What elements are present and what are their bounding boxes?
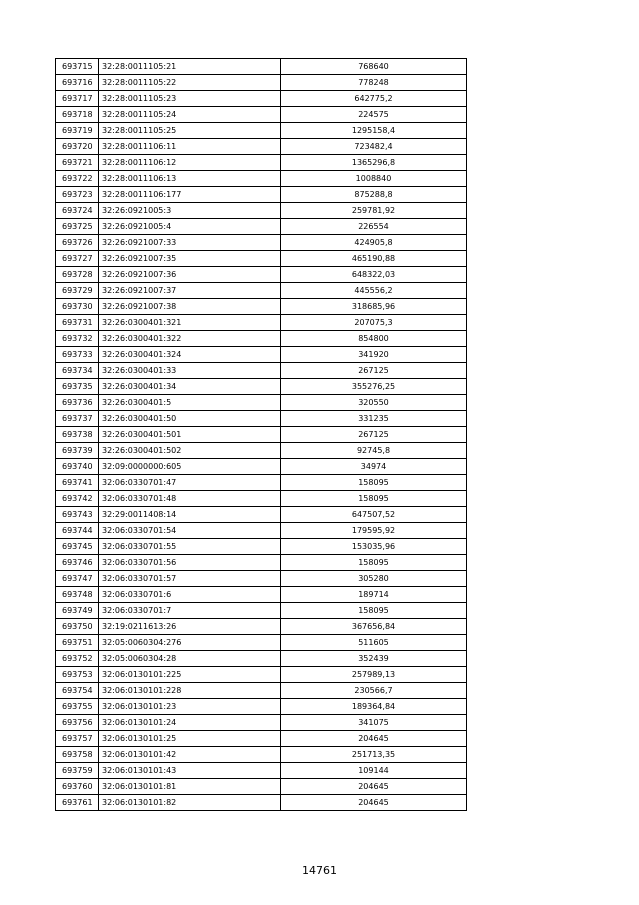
cadastral-number-cell: 32:06:0130101:225 (99, 667, 281, 683)
cadastral-number-cell: 32:06:0330701:48 (99, 491, 281, 507)
row-number-cell: 693716 (56, 75, 99, 91)
table-row (56, 523, 467, 539)
data-table (55, 58, 467, 811)
cadastral-number-cell: 32:28:0011105:23 (99, 91, 281, 107)
table-row (56, 251, 467, 267)
cadastral-number-cell: 32:28:0011106:12 (99, 155, 281, 171)
row-number-cell: 693747 (56, 571, 99, 587)
value-cell: 189714 (281, 587, 467, 603)
table-row (56, 747, 467, 763)
value-cell: 204645 (281, 795, 467, 811)
row-number-cell: 693733 (56, 347, 99, 363)
value-cell: 355276,25 (281, 379, 467, 395)
row-number-cell: 693741 (56, 475, 99, 491)
cadastral-number-cell: 32:26:0300401:33 (99, 363, 281, 379)
row-number-cell: 693743 (56, 507, 99, 523)
table-row (56, 219, 467, 235)
value-cell: 367656,84 (281, 619, 467, 635)
row-number-cell: 693745 (56, 539, 99, 555)
cadastral-number-cell: 32:06:0130101:23 (99, 699, 281, 715)
row-number-cell: 693718 (56, 107, 99, 123)
row-number-cell: 693749 (56, 603, 99, 619)
page-number: 14761 (302, 864, 337, 877)
cadastral-number-cell: 32:26:0921007:38 (99, 299, 281, 315)
table-row (56, 331, 467, 347)
table-row (56, 555, 467, 571)
value-cell: 204645 (281, 779, 467, 795)
row-number-cell: 693753 (56, 667, 99, 683)
row-number-cell: 693719 (56, 123, 99, 139)
row-number-cell: 693737 (56, 411, 99, 427)
row-number-cell: 693734 (56, 363, 99, 379)
value-cell: 158095 (281, 475, 467, 491)
value-cell: 424905,8 (281, 235, 467, 251)
value-cell: 331235 (281, 411, 467, 427)
table-row (56, 619, 467, 635)
value-cell: 445556,2 (281, 283, 467, 299)
cadastral-number-cell: 32:26:0921007:36 (99, 267, 281, 283)
cadastral-number-cell: 32:06:0330701:7 (99, 603, 281, 619)
cadastral-number-cell: 32:06:0130101:43 (99, 763, 281, 779)
value-cell: 92745,8 (281, 443, 467, 459)
table-body (56, 59, 467, 811)
row-number-cell: 693724 (56, 203, 99, 219)
cadastral-number-cell: 32:28:0011106:13 (99, 171, 281, 187)
value-cell: 158095 (281, 603, 467, 619)
table-row (56, 683, 467, 699)
row-number-cell: 693739 (56, 443, 99, 459)
row-number-cell: 693742 (56, 491, 99, 507)
row-number-cell: 693726 (56, 235, 99, 251)
row-number-cell: 693715 (56, 59, 99, 75)
row-number-cell: 693759 (56, 763, 99, 779)
value-cell: 267125 (281, 427, 467, 443)
value-cell: 352439 (281, 651, 467, 667)
cadastral-number-cell: 32:26:0300401:322 (99, 331, 281, 347)
table-row (56, 59, 467, 75)
value-cell: 158095 (281, 491, 467, 507)
row-number-cell: 693721 (56, 155, 99, 171)
table-row (56, 795, 467, 811)
cadastral-number-cell: 32:19:0211613:26 (99, 619, 281, 635)
row-number-cell: 693740 (56, 459, 99, 475)
table-row (56, 155, 467, 171)
table-row (56, 347, 467, 363)
value-cell: 642775,2 (281, 91, 467, 107)
table-row (56, 475, 467, 491)
value-cell: 109144 (281, 763, 467, 779)
row-number-cell: 693723 (56, 187, 99, 203)
row-number-cell: 693730 (56, 299, 99, 315)
table-row (56, 651, 467, 667)
table-row (56, 395, 467, 411)
row-number-cell: 693758 (56, 747, 99, 763)
table-row (56, 699, 467, 715)
value-cell: 768640 (281, 59, 467, 75)
row-number-cell: 693746 (56, 555, 99, 571)
table-row (56, 587, 467, 603)
table-row (56, 411, 467, 427)
row-number-cell: 693757 (56, 731, 99, 747)
table-row (56, 107, 467, 123)
table-row (56, 235, 467, 251)
table-row (56, 603, 467, 619)
table-row (56, 571, 467, 587)
cadastral-number-cell: 32:06:0330701:54 (99, 523, 281, 539)
cadastral-number-cell: 32:06:0330701:57 (99, 571, 281, 587)
cadastral-number-cell: 32:06:0330701:47 (99, 475, 281, 491)
table-row (56, 283, 467, 299)
cadastral-number-cell: 32:26:0921007:35 (99, 251, 281, 267)
value-cell: 318685,96 (281, 299, 467, 315)
cadastral-number-cell: 32:26:0921007:37 (99, 283, 281, 299)
cadastral-number-cell: 32:26:0300401:502 (99, 443, 281, 459)
value-cell: 778248 (281, 75, 467, 91)
value-cell: 341920 (281, 347, 467, 363)
table-row (56, 731, 467, 747)
value-cell: 34974 (281, 459, 467, 475)
row-number-cell: 693732 (56, 331, 99, 347)
row-number-cell: 693748 (56, 587, 99, 603)
cadastral-number-cell: 32:26:0300401:50 (99, 411, 281, 427)
row-number-cell: 693751 (56, 635, 99, 651)
row-number-cell: 693738 (56, 427, 99, 443)
table-row (56, 363, 467, 379)
row-number-cell: 693725 (56, 219, 99, 235)
value-cell: 226554 (281, 219, 467, 235)
cadastral-number-cell: 32:28:0011106:11 (99, 139, 281, 155)
value-cell: 511605 (281, 635, 467, 651)
table-row (56, 427, 467, 443)
table-row (56, 507, 467, 523)
cadastral-number-cell: 32:26:0300401:34 (99, 379, 281, 395)
table-row (56, 187, 467, 203)
cadastral-number-cell: 32:28:0011105:22 (99, 75, 281, 91)
value-cell: 230566,7 (281, 683, 467, 699)
value-cell: 1295158,4 (281, 123, 467, 139)
table-row (56, 203, 467, 219)
table-row (56, 267, 467, 283)
value-cell: 341075 (281, 715, 467, 731)
row-number-cell: 693756 (56, 715, 99, 731)
cadastral-number-cell: 32:28:0011105:21 (99, 59, 281, 75)
cadastral-number-cell: 32:26:0921007:33 (99, 235, 281, 251)
row-number-cell: 693720 (56, 139, 99, 155)
value-cell: 179595,92 (281, 523, 467, 539)
row-number-cell: 693761 (56, 795, 99, 811)
value-cell: 1008840 (281, 171, 467, 187)
row-number-cell: 693744 (56, 523, 99, 539)
table-row (56, 779, 467, 795)
value-cell: 207075,3 (281, 315, 467, 331)
row-number-cell: 693760 (56, 779, 99, 795)
value-cell: 204645 (281, 731, 467, 747)
cadastral-number-cell: 32:09:0000000:605 (99, 459, 281, 475)
value-cell: 224575 (281, 107, 467, 123)
value-cell: 305280 (281, 571, 467, 587)
cadastral-number-cell: 32:05:0060304:276 (99, 635, 281, 651)
row-number-cell: 693755 (56, 699, 99, 715)
table-row (56, 299, 467, 315)
row-number-cell: 693727 (56, 251, 99, 267)
table-row (56, 171, 467, 187)
cadastral-number-cell: 32:26:0921005:4 (99, 219, 281, 235)
cadastral-number-cell: 32:26:0300401:321 (99, 315, 281, 331)
value-cell: 465190,88 (281, 251, 467, 267)
cadastral-number-cell: 32:28:0011105:25 (99, 123, 281, 139)
value-cell: 854800 (281, 331, 467, 347)
value-cell: 648322,03 (281, 267, 467, 283)
table-row (56, 379, 467, 395)
table-row (56, 315, 467, 331)
cadastral-number-cell: 32:06:0130101:82 (99, 795, 281, 811)
row-number-cell: 693722 (56, 171, 99, 187)
table-row (56, 635, 467, 651)
table-row (56, 539, 467, 555)
cadastral-number-cell: 32:06:0130101:228 (99, 683, 281, 699)
value-cell: 1365296,8 (281, 155, 467, 171)
value-cell: 251713,35 (281, 747, 467, 763)
value-cell: 320550 (281, 395, 467, 411)
table-row (56, 443, 467, 459)
row-number-cell: 693750 (56, 619, 99, 635)
row-number-cell: 693752 (56, 651, 99, 667)
table-row (56, 123, 467, 139)
cadastral-number-cell: 32:26:0300401:5 (99, 395, 281, 411)
cadastral-number-cell: 32:28:0011106:177 (99, 187, 281, 203)
cadastral-number-cell: 32:26:0300401:324 (99, 347, 281, 363)
value-cell: 158095 (281, 555, 467, 571)
table-row (56, 75, 467, 91)
row-number-cell: 693728 (56, 267, 99, 283)
value-cell: 267125 (281, 363, 467, 379)
cadastral-number-cell: 32:06:0130101:24 (99, 715, 281, 731)
table-row (56, 91, 467, 107)
value-cell: 647507,52 (281, 507, 467, 523)
cadastral-number-cell: 32:26:0921005:3 (99, 203, 281, 219)
value-cell: 257989,13 (281, 667, 467, 683)
table-row (56, 459, 467, 475)
table-row (56, 139, 467, 155)
row-number-cell: 693754 (56, 683, 99, 699)
table-row (56, 491, 467, 507)
value-cell: 153035,96 (281, 539, 467, 555)
cadastral-number-cell: 32:05:0060304:28 (99, 651, 281, 667)
value-cell: 875288,8 (281, 187, 467, 203)
table-row (56, 667, 467, 683)
value-cell: 723482,4 (281, 139, 467, 155)
value-cell: 189364,84 (281, 699, 467, 715)
cadastral-number-cell: 32:06:0330701:55 (99, 539, 281, 555)
cadastral-number-cell: 32:06:0330701:56 (99, 555, 281, 571)
row-number-cell: 693731 (56, 315, 99, 331)
cadastral-number-cell: 32:29:0011408:14 (99, 507, 281, 523)
cadastral-number-cell: 32:28:0011105:24 (99, 107, 281, 123)
row-number-cell: 693729 (56, 283, 99, 299)
cadastral-number-cell: 32:06:0330701:6 (99, 587, 281, 603)
cadastral-number-cell: 32:26:0300401:501 (99, 427, 281, 443)
value-cell: 259781,92 (281, 203, 467, 219)
row-number-cell: 693717 (56, 91, 99, 107)
cadastral-number-cell: 32:06:0130101:81 (99, 779, 281, 795)
table-row (56, 763, 467, 779)
row-number-cell: 693735 (56, 379, 99, 395)
cadastral-number-cell: 32:06:0130101:25 (99, 731, 281, 747)
row-number-cell: 693736 (56, 395, 99, 411)
table-row (56, 715, 467, 731)
cadastral-number-cell: 32:06:0130101:42 (99, 747, 281, 763)
